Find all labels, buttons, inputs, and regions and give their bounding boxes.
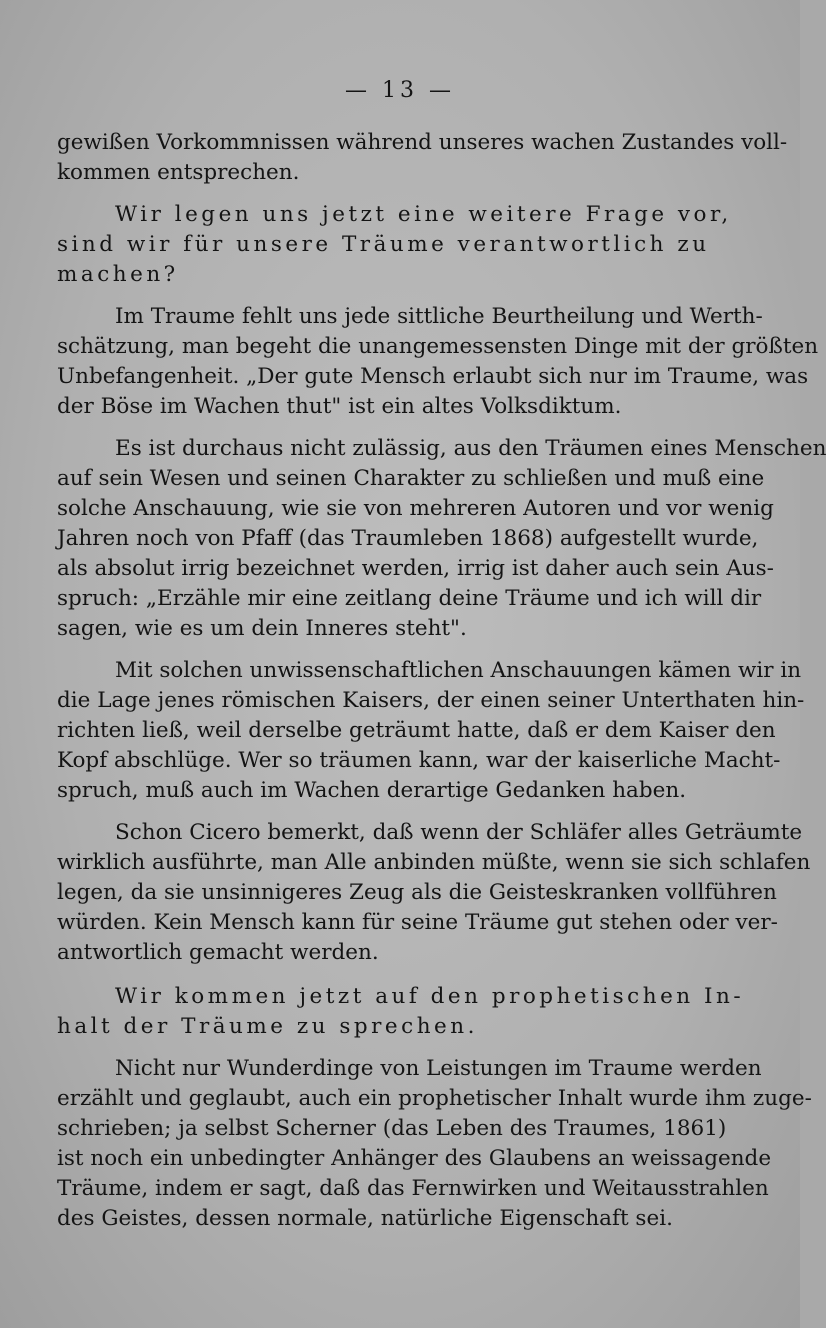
text-line: Jahren noch von Pfaff (das Traumleben 1868) aufgestellt wurde, [57, 526, 759, 551]
text-line: machen? [57, 262, 179, 287]
text-line: würden. Kein Mensch kann für seine Träume gut stehen oder ver- [57, 910, 778, 935]
text-line: antwortlich gemacht werden. [57, 940, 379, 965]
text-line: halt der Träume zu sprechen. [57, 1014, 478, 1039]
text-line: Träume, indem er sagt, daß das Fernwirken und Weitausstrahlen [57, 1176, 769, 1201]
text-line: die Lage jenes römischen Kaisers, der einen seiner Unterthaten hin- [57, 688, 805, 713]
paragraph-spaced [57, 982, 745, 1042]
text-line: richten ließ, weil derselbe geträumt hatte, daß er dem Kaiser den [57, 718, 776, 743]
text-line: erzählt und geglaubt, auch ein prophetischer Inhalt wurde ihm zuge- [57, 1086, 812, 1111]
body-text [57, 128, 826, 1234]
paragraph [57, 302, 819, 422]
text-line: Wir kommen jetzt auf den prophetischen In- [115, 984, 745, 1009]
text-line: gewißen Vorkommnissen während unseres wachen Zustandes voll- [57, 130, 788, 155]
text-line: spruch: „Erzähle mir eine zeitlang deine Träume und ich will dir [57, 586, 762, 611]
text-line: Kopf abschlüge. Wer so träumen kann, war der kaiserliche Macht- [57, 748, 781, 773]
text-line: spruch, muß auch im Wachen derartige Gedanken haben. [57, 778, 687, 803]
paragraph [57, 656, 805, 806]
text-line: Mit solchen unwissenschaftlichen Anschauungen kämen wir in [115, 658, 802, 683]
text-line: Unbefangenheit. „Der gute Mensch erlaubt sich nur im Traume, was [57, 364, 809, 389]
text-line: wirklich ausführte, man Alle anbinden müßte, wenn sie sich schlafen [57, 850, 811, 875]
text-line: Es ist durchaus nicht zulässig, aus den Träumen eines Menschen [115, 436, 826, 461]
text-line: auf sein Wesen und seinen Charakter zu schließen und muß eine [57, 466, 765, 491]
text-line: Nicht nur Wunderdinge von Leistungen im Traume werden [115, 1056, 762, 1081]
text-line: kommen entsprechen. [57, 160, 300, 185]
text-line: Im Traume fehlt uns jede sittliche Beurtheilung und Werth- [115, 304, 763, 329]
text-line: sagen, wie es um dein Inneres steht". [57, 616, 467, 641]
text-line: schrieben; ja selbst Scherner (das Leben des Traumes, 1861) [57, 1116, 727, 1141]
text-line: schätzung, man begeht die unangemessensten Dinge mit der größten [57, 334, 819, 359]
text-line: solche Anschauung, wie sie von mehreren Autoren und vor wenig [57, 496, 774, 521]
text-line: als absolut irrig bezeichnet werden, irrig ist daher auch sein Aus- [57, 556, 774, 581]
text-line: des Geistes, dessen normale, natürliche Eigenschaft sei. [57, 1206, 673, 1231]
text-line: der Böse im Wachen thut" ist ein altes Volksdiktum. [57, 394, 622, 419]
paragraph-spaced [57, 200, 732, 290]
text-line: ist noch ein unbedingter Anhänger des Glaubens an weissagende [57, 1146, 772, 1171]
paragraph [57, 1054, 812, 1234]
page-number: — 13 — [345, 78, 455, 103]
text-line: legen, da sie unsinnigeres Zeug als die Geisteskranken vollführen [57, 880, 777, 905]
paragraph [57, 434, 826, 644]
text-line: sind wir für unsere Träume verantwortlich zu [57, 232, 710, 257]
text-line: Wir legen uns jetzt eine weitere Frage vor, [115, 202, 732, 227]
paragraph [57, 128, 788, 188]
text-line: Schon Cicero bemerkt, daß wenn der Schläfer alles Geträumte [115, 820, 803, 845]
paragraph [57, 818, 811, 968]
